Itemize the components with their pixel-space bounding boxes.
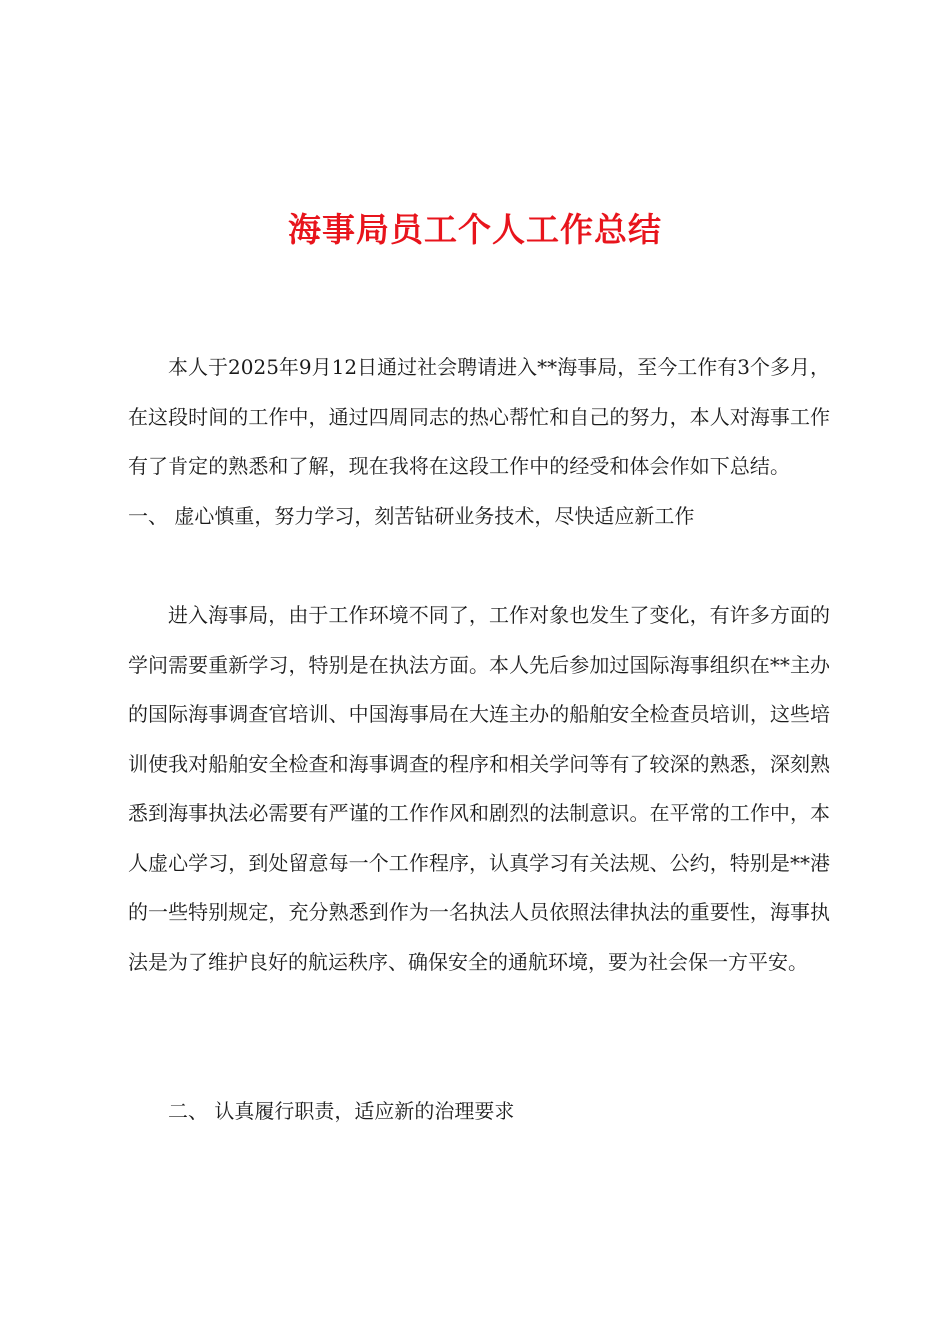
- document-title: 海事局员工个人工作总结: [288, 210, 662, 249]
- section-heading-2: 二、 认真履行职责，适应新的治理要求: [168, 1099, 515, 1123]
- paragraph-learning: 进入海事局，由于工作环境不同了，工作对象也发生了变化，有许多方面的学问需要重新学习，特别是在执法方面。本人先后参加过国际海事组织在**主办的国际海事调查官培训、中国海事局在大连主办的船舶安全检查员培训，这些培训使我对船舶安全检查和海事调查的程序和相关学问等有了较深的熟悉，深刻熟悉到海事执法必需要有严谨的工作作风和剧烈的法制意识。在平常的工作中，本人虚心学习，到处留意每一个工作程序，认真学习有关法规、公约，特别是**港的一些特别规定，充分熟悉到作为一名执法人员依照法律执法的重要性，海事执法是为了维护良好的航运秩序、确保安全的通航环境，要为社会保一方平安。: [128, 603, 830, 974]
- intro-text: 本人于2025年9月12日通过社会聘请进入**海事局，至今工作有3个多月，在这段时间的工作中，通过四周同志的热心帮忙和自己的努力，本人对海事工作有了肯定的熟悉和了解，现在我将在这段工作中的经受和体会作如下总结。: [128, 355, 830, 478]
- section-heading-1: 一、 虚心慎重，努力学习，刻苦钻研业务技术，尽快适应新工作: [128, 503, 695, 528]
- paragraph-intro: [128, 343, 830, 541]
